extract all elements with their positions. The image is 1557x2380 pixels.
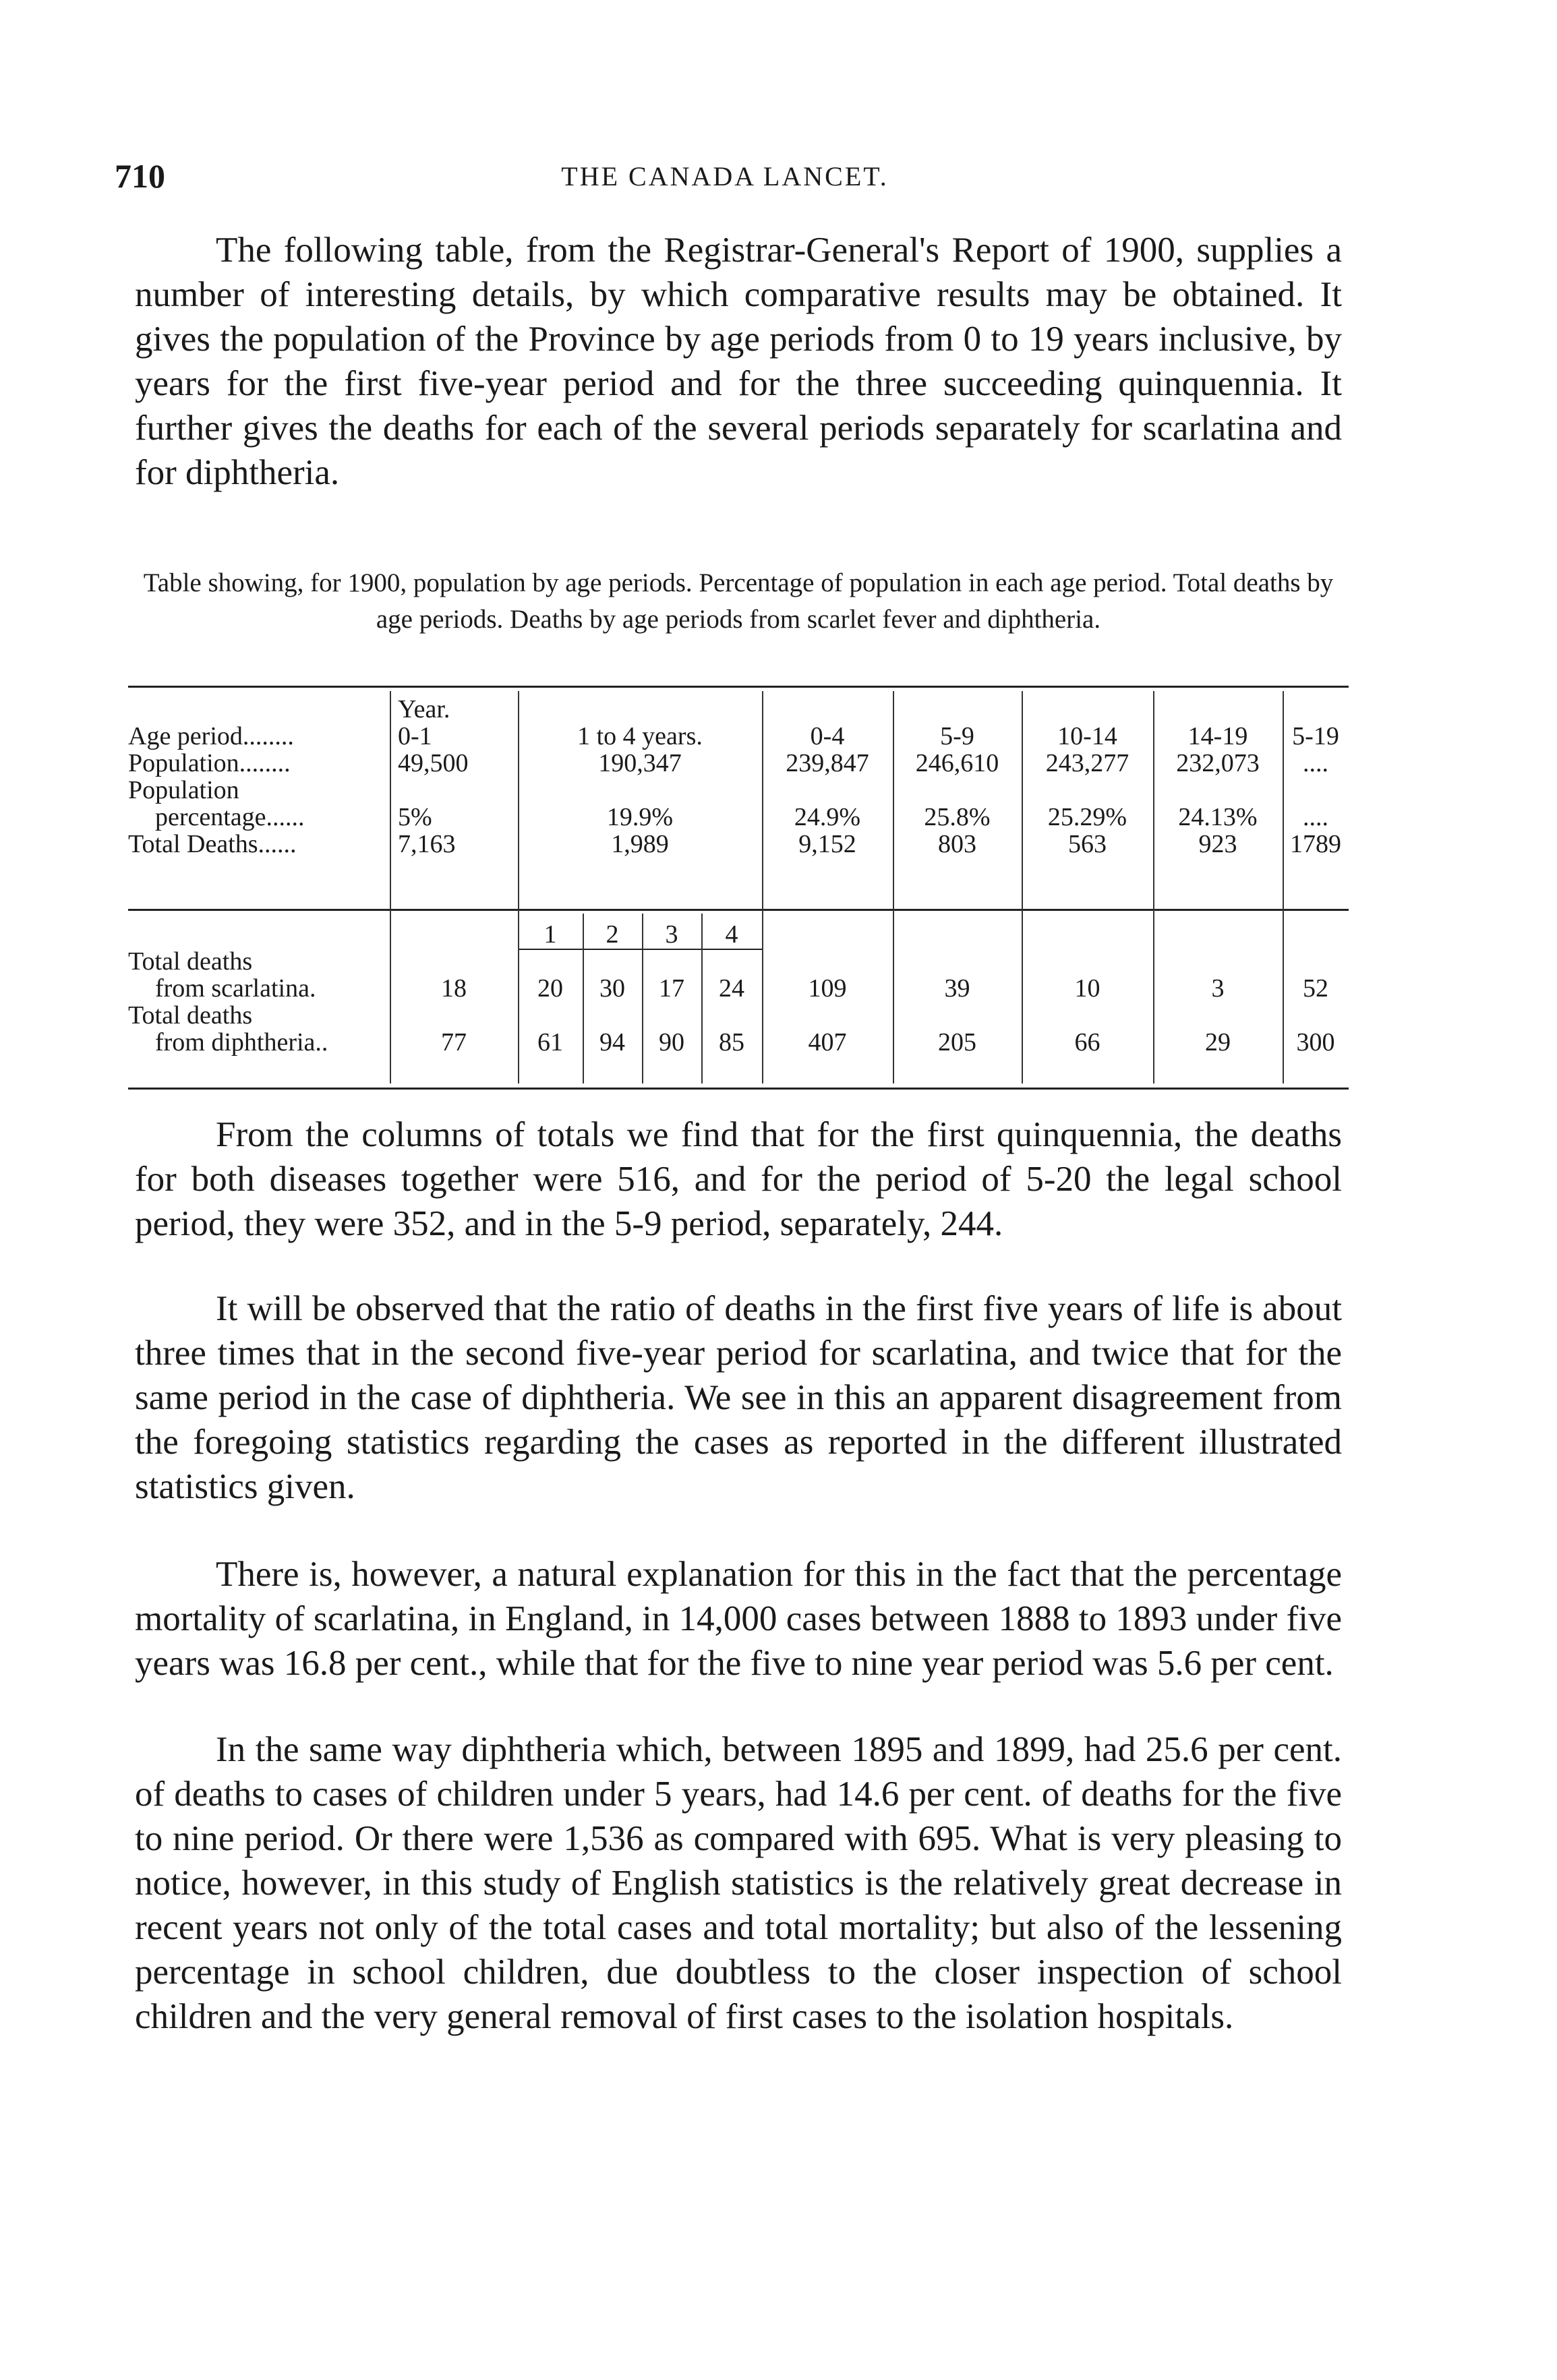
age-5-19: 5-19 [1292, 722, 1339, 750]
diphtheria-5-9: 205 [938, 1028, 976, 1057]
population-0-4: 239,847 [786, 749, 869, 777]
diphtheria-year-4: 85 [719, 1028, 744, 1057]
label-diphtheria-1: Total deaths [128, 1001, 253, 1030]
percentage-10-14: 25.29% [1047, 803, 1127, 831]
age-10-14: 10-14 [1057, 722, 1117, 750]
running-head: THE CANADA LANCET. [561, 161, 889, 191]
scarlatina-0-4: 109 [808, 974, 847, 1003]
sub-year-4: 4 [725, 920, 738, 949]
percentage-0-4: 24.9% [794, 803, 861, 831]
age-1-4: 1 to 4 years. [577, 722, 703, 750]
paragraph-diphtheria: In the same way diphtheria which, between 1895 and 1899, had 25.6 per cent. of deaths to cases of children under 5 years, had 14.6 per cent. of deaths for the five to nine period. Or there were 1,536 as compared with 695. What is very pleasing to notice, however, in this study of English statistics is the relatively great decrease in recent years not only of the total cases and total mortality; but also of the lessening percentage in school children, due doubtless to the closer inspection of school children and the very general removal of first cases to the isolation hospitals. [135, 1730, 1342, 2036]
age-14-19: 14-19 [1187, 722, 1248, 750]
page-number: 710 [115, 157, 165, 195]
percentage-0-1: 5% [398, 803, 432, 831]
scarlatina-year-4: 24 [719, 974, 744, 1003]
diphtheria-14-19: 29 [1205, 1028, 1231, 1057]
subyear-rule [518, 949, 762, 950]
col-rule [390, 691, 391, 1083]
table-rule-top [128, 686, 1349, 688]
percentage-5-9: 25.8% [924, 803, 991, 831]
deaths-1-4: 1,989 [611, 830, 669, 858]
sub-year-3: 3 [665, 920, 678, 949]
paragraph-explanation: There is, however, a natural explanation for this in the fact that the percentage mortality of scarlatina, in England, in 14,000 cases between 1888 to 1893 under five years was 16.8 per cent., while that for the five to nine year period was 5.6 per cent. [135, 1555, 1342, 1683]
label-scarlatina-1: Total deaths [128, 947, 253, 976]
label-population: Population........ [128, 749, 291, 777]
diphtheria-0-4: 407 [808, 1028, 847, 1057]
diphtheria-0-1: 77 [441, 1028, 467, 1057]
table-rule-middle [128, 909, 1349, 911]
population-0-1: 49,500 [398, 749, 469, 777]
diphtheria-year-1: 61 [537, 1028, 563, 1057]
label-population-pct-2: percentage...... [155, 803, 305, 831]
table-rule-bottom [128, 1088, 1349, 1090]
diphtheria-year-2: 94 [599, 1028, 625, 1057]
sub-year-1: 1 [544, 920, 557, 949]
scarlatina-5-9: 39 [944, 974, 970, 1003]
deaths-5-19: 1789 [1290, 830, 1341, 858]
scarlatina-5-19: 52 [1303, 974, 1328, 1003]
deaths-10-14: 563 [1068, 830, 1107, 858]
year-label: Year. [398, 695, 450, 723]
label-diphtheria-2: from diphtheria.. [155, 1028, 328, 1057]
population-5-19: .... [1303, 749, 1328, 777]
age-0-1: 0-1 [398, 722, 432, 750]
statistics-table [128, 684, 1349, 1089]
percentage-14-19: 24.13% [1178, 803, 1258, 831]
label-age-period: Age period........ [128, 722, 294, 750]
population-1-4: 190,347 [598, 749, 682, 777]
paragraph-totals: From the columns of totals we find that for the first quinquennia, the deaths for both diseases together were 516, and for the period of 5-20 the legal school period, they were 352, and in the 5-9 period, separately, 244. [135, 1115, 1342, 1243]
table-caption: Table showing, for 1900, population by age periods. Percentage of population in each age period. Total deaths by age periods. Deaths by age periods from scarlet fever and diphtheria. [143, 568, 1334, 634]
deaths-0-1: 7,163 [398, 830, 456, 858]
scarlatina-year-2: 30 [599, 974, 625, 1003]
population-10-14: 243,277 [1045, 749, 1129, 777]
population-5-9: 246,610 [915, 749, 999, 777]
label-population-pct-1: Population [128, 776, 239, 804]
page-header [115, 156, 1335, 197]
scarlatina-year-3: 17 [659, 974, 684, 1003]
scarlatina-0-1: 18 [441, 974, 467, 1003]
label-total-deaths: Total Deaths...... [128, 830, 297, 858]
scarlatina-14-19: 3 [1211, 974, 1225, 1003]
deaths-5-9: 803 [938, 830, 976, 858]
diphtheria-10-14: 66 [1074, 1028, 1100, 1057]
diphtheria-5-19: 300 [1296, 1028, 1335, 1057]
diphtheria-year-3: 90 [659, 1028, 684, 1057]
scarlatina-year-1: 20 [537, 974, 563, 1003]
paragraph-intro: The following table, from the Registrar-General's Report of 1900, supplies a number of interesting details, by which comparative results may be obtained. It gives the population of the Province by age periods from 0 to 19 years inclusive, by years for the first five-year period and for the three succeeding quinquennia. It further gives the deaths for each of the several periods separately for scarlatina and for diphtheria. [135, 231, 1342, 492]
age-0-4: 0-4 [810, 722, 845, 750]
label-scarlatina-2: from scarlatina. [155, 974, 316, 1003]
scarlatina-10-14: 10 [1074, 974, 1100, 1003]
population-14-19: 232,073 [1176, 749, 1260, 777]
percentage-5-19: .... [1303, 803, 1328, 831]
age-5-9: 5-9 [940, 722, 974, 750]
percentage-1-4: 19.9% [606, 803, 674, 831]
deaths-14-19: 923 [1198, 830, 1237, 858]
deaths-0-4: 9,152 [798, 830, 856, 858]
sub-year-2: 2 [606, 920, 619, 949]
paragraph-ratio: It will be observed that the ratio of deaths in the first five years of life is about three times that in the second five-year period for scarlatina, and twice that for the same period in the case of diphtheria. We see in this an apparent disagreement from the foregoing statistics regarding the cases as reported in the different illustrated statistics given. [135, 1289, 1342, 1506]
